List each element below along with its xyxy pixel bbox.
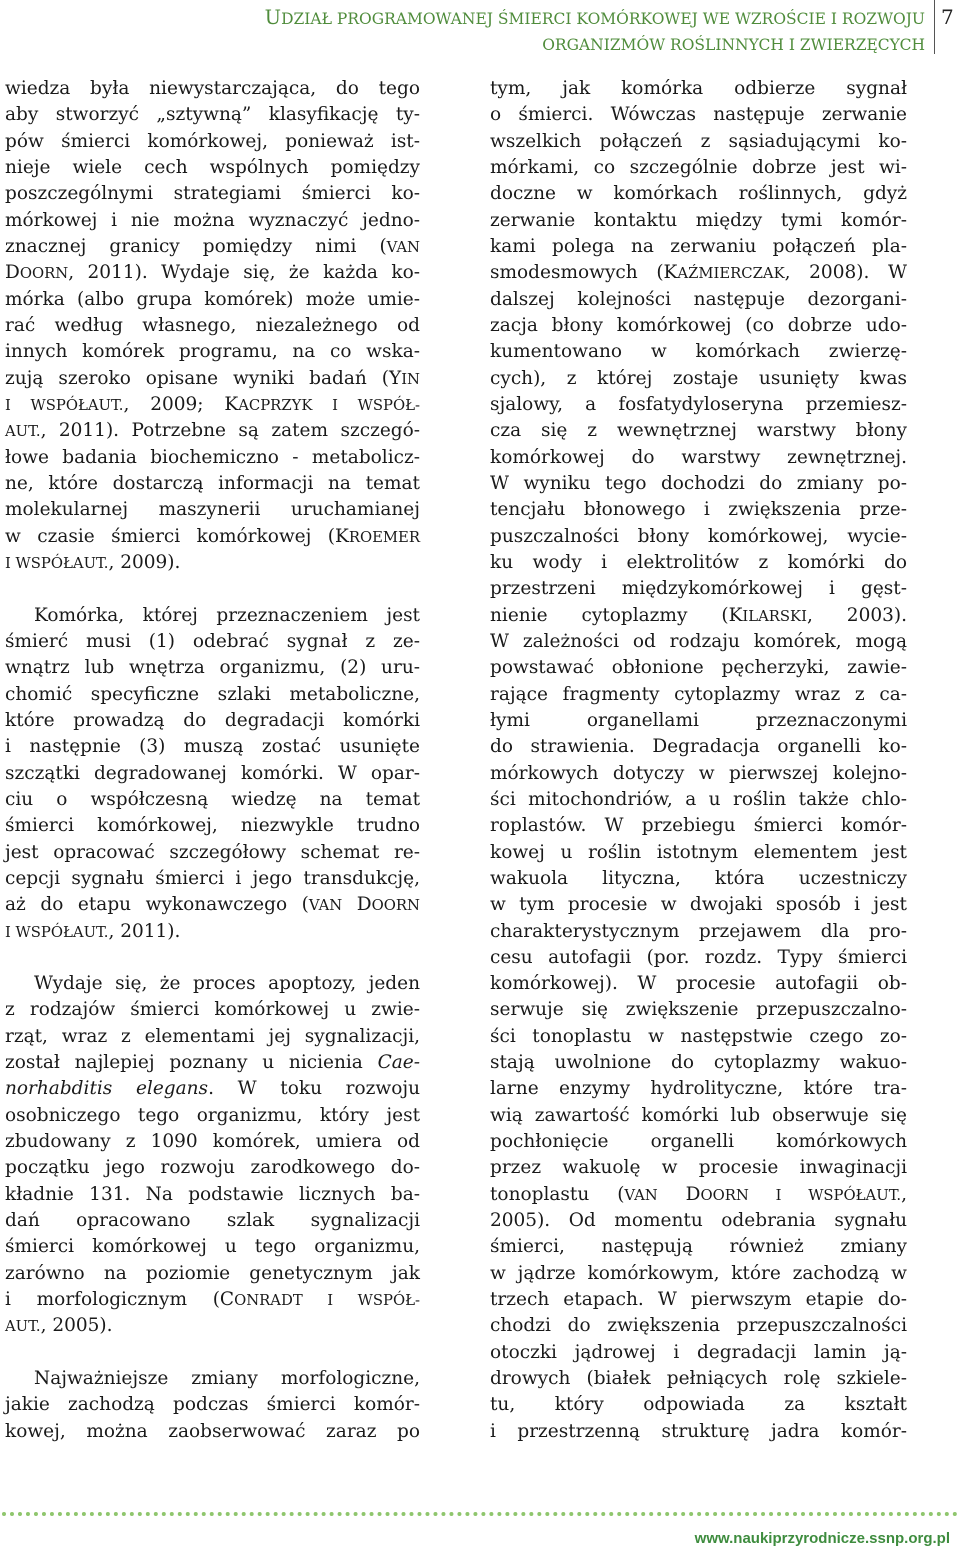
text-run: , 2005). — [40, 1315, 113, 1337]
text-line — [5, 1050, 420, 1076]
text-run: do strawienia. Degradacja organelli ko- — [490, 736, 907, 758]
text-line — [490, 813, 907, 839]
text-line — [490, 102, 907, 128]
text-line — [5, 1392, 420, 1418]
text-line — [490, 971, 907, 997]
text-line — [490, 497, 907, 523]
text-run: drowych (białek pełniących rolę szkiele- — [490, 1368, 907, 1390]
text-line — [5, 497, 420, 523]
text-run: D — [5, 262, 20, 284]
text-run: , 2011). Wydaje się, że każda ko- — [68, 262, 420, 284]
text-line — [490, 734, 907, 760]
text-run: o śmierci. Wówczas następuje zerwanie — [490, 104, 907, 126]
citation-small-caps: AUT. — [5, 1318, 41, 1336]
text-line — [5, 1024, 420, 1050]
text-line — [5, 971, 420, 997]
text-line — [490, 524, 907, 550]
citation-small-caps: ILARSKI — [742, 607, 807, 625]
text-run: zerwanie kontaktu między tymi komór- — [490, 209, 907, 231]
citation-small-caps: AUT. — [5, 423, 41, 441]
text-run: rać według własnego, niezależnego od — [5, 314, 420, 336]
text-line — [5, 708, 420, 734]
text-run: kami polega na zerwaniu połączeń pla- — [490, 235, 907, 257]
citation-small-caps: VAN — [624, 1186, 658, 1204]
text-line — [5, 919, 420, 945]
text-line — [490, 234, 907, 260]
text-line — [490, 682, 907, 708]
paragraph — [5, 603, 420, 945]
paragraph — [490, 76, 907, 1445]
citation-small-caps: OORN — [19, 265, 69, 283]
text-run: zacja błony komórkowej (co dobrze udo- — [490, 314, 907, 336]
text-run: które prowadzą do degradacji komórki — [5, 709, 420, 731]
text-line — [490, 418, 907, 444]
text-run: wszelkich połączeń z sąsiadującymi ko- — [490, 130, 907, 152]
text-line — [490, 787, 907, 813]
text-run: , — [901, 1183, 907, 1205]
text-run: w jądrze komórkowym, które zachodzą w — [490, 1262, 907, 1284]
text-line — [490, 997, 907, 1023]
text-line — [5, 1129, 420, 1155]
text-run: wiedza była niewystarczająca, do tego — [5, 78, 420, 99]
text-line — [490, 1024, 907, 1050]
text-line — [5, 208, 420, 234]
citation-small-caps: ROEMER — [348, 528, 420, 546]
text-run: tym, jak komórka odbierze sygnał — [490, 78, 907, 99]
text-run: osobniczego tego organizmu, który jest — [5, 1104, 420, 1126]
text-run: W wyniku tego dochodzi do zmiany po- — [490, 472, 907, 494]
text-run: ne, które dostarczą informacji na temat — [5, 472, 420, 494]
text-line — [490, 1392, 907, 1418]
text-line — [490, 576, 907, 602]
text-run: sjalowy, a fosfatydyloseryna przemiesz- — [490, 393, 907, 415]
text-line — [5, 787, 420, 813]
species-name-italic: norhabditis elegans — [5, 1078, 209, 1100]
page-number: 7 — [941, 5, 954, 29]
text-line — [5, 1103, 420, 1129]
text-run: wakuola lityczna, która uczestniczy — [490, 867, 907, 889]
text-run: chodzi do zwiększenia przepuszczalności — [490, 1315, 907, 1337]
text-run: zarówno na poziomie genetycznym jak — [5, 1262, 420, 1284]
text-line — [490, 1208, 907, 1234]
left-text-column — [5, 76, 420, 1445]
text-run: mórkowej i nie można wyznaczyć jedno- — [5, 209, 420, 231]
text-line — [490, 1366, 907, 1392]
text-run: cesu autofagii (por. rozdz. Typy śmierci — [490, 946, 907, 968]
text-run: nieje wiele cech wspólnych pomiędzy — [5, 156, 420, 178]
text-run: mórkami, co szczególnie dobrze jest wi- — [490, 156, 907, 178]
text-line — [5, 471, 420, 497]
text-line — [5, 840, 420, 866]
text-line — [5, 260, 420, 286]
text-line — [5, 866, 420, 892]
text-line — [490, 603, 907, 629]
citation-small-caps: I WSPÓŁAUT. — [5, 923, 109, 941]
text-line — [5, 129, 420, 155]
text-run: kładnie 131. Na podstawie licznych ba- — [5, 1183, 420, 1205]
citation-small-caps: VAN — [308, 897, 343, 915]
text-run: poszczególnymi strategiami śmierci ko- — [5, 183, 420, 205]
text-run: , 2011). Potrzebne są zatem szczegó- — [40, 420, 420, 442]
text-line — [5, 655, 420, 681]
text-run: , 2008). W — [784, 262, 907, 284]
text-run: W zależności od rodzaju komórek, mogą — [490, 630, 907, 652]
text-run: otoczki jądrowej i degradacji lamin ją- — [490, 1341, 907, 1363]
text-run: jakie zachodzą podczas śmierci komór- — [5, 1394, 420, 1416]
text-line — [5, 76, 420, 102]
text-run: stają uwolnione do cytoplazmy wakuo- — [490, 1052, 907, 1074]
text-run: molekularnej maszynerii uruchamianej — [5, 499, 420, 521]
text-run: przestrzeni międzykomórkowej i gęst- — [490, 578, 907, 600]
text-run: innych komórek programu, na co wska- — [5, 341, 420, 363]
citation-small-caps: VAN — [386, 238, 420, 256]
text-line — [5, 550, 420, 576]
text-line — [490, 287, 907, 313]
text-line — [490, 260, 907, 286]
text-line — [5, 1208, 420, 1234]
text-run: śmierci, następują również zmiany — [490, 1236, 907, 1258]
text-run: aby stworzyć „sztywną” klasyfikację ty- — [5, 104, 420, 126]
text-line — [5, 287, 420, 313]
text-run: znacznej granicy pomiędzy nimi ( — [5, 235, 387, 257]
text-run: powstawać obłonione pęcherzyki, zawie- — [490, 657, 907, 679]
text-run: Komórka, której przeznaczeniem jest — [34, 604, 420, 626]
text-line — [5, 892, 420, 918]
text-line — [5, 1287, 420, 1313]
text-run: i następnie (3) muszą zostać usunięte — [5, 736, 420, 758]
text-run: 2005). Od momentu odebrania sygnału — [490, 1210, 907, 1232]
text-run: początku jego rozwoju zarodkowego do- — [5, 1157, 420, 1179]
text-line — [5, 997, 420, 1023]
footer-dotted-rule — [2, 1512, 958, 1516]
text-line — [490, 1103, 907, 1129]
citation-small-caps: IN — [401, 370, 420, 388]
text-run: kowej, można zaobserwować zaraz po — [5, 1420, 420, 1442]
text-run: charakterystycznym przejawem dla pro- — [490, 920, 907, 942]
text-run: pów śmierci komórkowej, ponieważ ist- — [5, 130, 420, 152]
text-line — [5, 1366, 420, 1392]
text-line — [5, 313, 420, 339]
text-run: tonoplastu ( — [490, 1183, 625, 1205]
text-line — [490, 550, 907, 576]
text-line — [490, 445, 907, 471]
text-run: Najważniejsze zmiany morfologiczne, — [34, 1368, 420, 1390]
text-run: przez wakuolę w procesie inwaginacji — [490, 1157, 907, 1179]
text-run: kowej u roślin istotnym elementem jest — [490, 841, 907, 863]
text-line — [490, 919, 907, 945]
text-line — [5, 524, 420, 550]
text-run: roplastów. W przebiegu śmierci komór- — [490, 815, 907, 837]
text-run: tu, który odpowiada za kształt — [490, 1394, 907, 1416]
text-line — [5, 761, 420, 787]
text-run: mórkowych dotyczy w pierwszej kolejno- — [490, 762, 907, 784]
text-line — [5, 1261, 420, 1287]
text-run: nienie cytoplazmy (K — [490, 604, 743, 626]
text-run: ści mitochondriów, a u roślin także chlo- — [490, 788, 907, 810]
text-run: . W toku rozwoju — [208, 1078, 421, 1100]
text-line — [5, 445, 420, 471]
text-run: , 2003). — [806, 604, 907, 626]
text-run: i morfologicznym (C — [5, 1289, 235, 1311]
text-run: trzech etapach. W pierwszym etapie do- — [490, 1289, 907, 1311]
text-line — [490, 1155, 907, 1181]
text-run: z rodzajów śmierci komórkowej u zwie- — [5, 999, 420, 1021]
citation-small-caps: OORN — [371, 897, 421, 915]
text-run: został najlepiej poznany u nicienia — [5, 1052, 378, 1074]
text-run: serwuje się zwiększenie przepuszczalno- — [490, 999, 907, 1021]
header-divider — [934, 0, 935, 54]
text-line — [490, 945, 907, 971]
text-line — [5, 418, 420, 444]
text-line — [5, 366, 420, 392]
text-run: zują szeroko opisane wyniki badań (Y — [5, 367, 402, 389]
text-line — [490, 892, 907, 918]
running-header-title-line-2: ORGANIZMÓW ROŚLINNYCH I ZWIERZĘCYCH — [542, 36, 925, 54]
text-line — [5, 629, 420, 655]
text-line — [490, 1261, 907, 1287]
citation-small-caps: I WSPÓŁAUT. — [5, 554, 109, 572]
text-run: szczątki degradowanej komórki. W opar- — [5, 762, 420, 784]
text-line — [5, 155, 420, 181]
text-line — [5, 734, 420, 760]
text-run: dań opracowano szlak sygnalizacji — [5, 1210, 420, 1232]
text-line — [5, 181, 420, 207]
text-run: ciu o współczesną wiedzę na temat — [5, 788, 420, 810]
text-run: D — [342, 894, 372, 916]
text-run: cych), z której zostaje usunięty kwas — [490, 367, 907, 389]
text-run: Wydaje się, że proces apoptozy, jeden — [34, 973, 420, 995]
text-line — [490, 840, 907, 866]
citation-small-caps: AŹMIERCZAK — [677, 265, 785, 283]
text-line — [490, 155, 907, 181]
text-run: jest opracować szczegółowy schemat re- — [5, 841, 420, 863]
species-name-italic: Cae- — [377, 1052, 420, 1074]
text-run: doczne w komórkach roślinnych, gdyż — [490, 183, 907, 205]
text-run: puszczalności błony komórkowej, wycie- — [490, 525, 907, 547]
text-line — [490, 1129, 907, 1155]
text-line — [490, 313, 907, 339]
text-run: śmierci komórkowej, niezwykle trudno — [5, 815, 420, 837]
text-line — [490, 1419, 907, 1445]
text-line — [490, 708, 907, 734]
text-line — [5, 1313, 420, 1339]
text-line — [490, 1234, 907, 1260]
text-run: , 2011). — [108, 920, 181, 942]
text-line — [490, 866, 907, 892]
text-run: rające fragmenty cytoplazmy wraz z ca- — [490, 683, 907, 705]
citation-small-caps: ONRADT I WSPÓŁ- — [234, 1292, 420, 1310]
text-line — [490, 629, 907, 655]
text-run: śmierć musi (1) odebrać sygnał z ze- — [5, 630, 420, 652]
text-run: wią zawartość komórki lub obserwuje się — [490, 1104, 907, 1126]
text-run: , 2009). — [108, 551, 181, 573]
text-line — [5, 1419, 420, 1445]
footer-website-url: www.naukiprzyrodnicze.ssnp.org.pl — [694, 1530, 950, 1547]
text-line — [490, 1313, 907, 1339]
text-run: smodesmowych (K — [490, 262, 678, 284]
text-run: tencjału błonowego i zwiększenia prze- — [490, 499, 907, 521]
text-line — [5, 682, 420, 708]
text-run: w czasie śmierci komórkowej (K — [5, 525, 349, 547]
text-line — [5, 392, 420, 418]
text-run: zbudowany z 1090 komórek, umiera od — [5, 1131, 420, 1153]
text-line — [5, 1076, 420, 1102]
text-run: rząt, wraz z elementami jej sygnalizacji, — [5, 1025, 420, 1047]
paragraph — [5, 1366, 420, 1445]
text-run: chomić specyficzne szlaki metaboliczne, — [5, 683, 420, 705]
text-run: śmierci komórkowej u tego organizmu, — [5, 1236, 420, 1258]
text-run: komórkowej). W procesie autofagii ob- — [490, 973, 907, 995]
text-line — [5, 234, 420, 260]
text-run: kumentowano w komórkach zwierzę- — [490, 341, 907, 363]
citation-small-caps: ACPRZYK I WSPÓŁ- — [238, 396, 421, 414]
text-line — [490, 181, 907, 207]
text-run: wnątrz lub wnętrza organizmu, (2) uru- — [5, 657, 420, 679]
text-run: ku wody i elektrolitów z komórki do — [490, 551, 907, 573]
text-line — [5, 1155, 420, 1181]
text-line — [5, 102, 420, 128]
text-run: i przestrzenną strukturę jadra komór- — [490, 1420, 907, 1442]
text-line — [490, 339, 907, 365]
running-header-title-line-1: UDZIAŁ PROGRAMOWANEJ ŚMIERCI KOMÓRKOWEJ WE WZROŚCIE I ROZWOJU — [264, 6, 925, 29]
right-text-column — [490, 76, 907, 1445]
text-line — [5, 603, 420, 629]
text-run: łowe badania biochemiczno - metabolicz- — [5, 446, 420, 468]
text-line — [490, 392, 907, 418]
text-run: w tym procesie w dwojaki sposób i jest — [490, 894, 907, 916]
text-line — [490, 1076, 907, 1102]
text-line — [490, 366, 907, 392]
text-line — [490, 1340, 907, 1366]
paragraph — [5, 76, 420, 576]
text-run: łymi organellami przeznaczonymi — [490, 709, 907, 731]
text-line — [490, 1287, 907, 1313]
text-line — [490, 761, 907, 787]
text-run: cza się z wewnętrznej warstwy błony — [490, 420, 907, 442]
text-line — [490, 1182, 907, 1208]
text-line — [5, 339, 420, 365]
text-run: mórka (albo grupa komórek) może umie- — [5, 288, 420, 310]
text-run: cepcji sygnału śmierci i jego transdukcję, — [5, 867, 420, 889]
text-line — [5, 1182, 420, 1208]
text-line — [490, 1050, 907, 1076]
citation-small-caps: I WSPÓŁAUT. — [5, 396, 124, 414]
paragraph — [5, 971, 420, 1340]
text-run: komórkowej do warstwy zewnętrznej. — [490, 446, 907, 468]
text-run: , 2009; K — [123, 393, 239, 415]
text-run: ści tonoplastu w następstwie czego zo- — [490, 1025, 907, 1047]
text-line — [490, 471, 907, 497]
text-run: aż do etapu wykonawczego ( — [5, 894, 309, 916]
text-line — [490, 655, 907, 681]
text-run: pochłonięcie organelli komórkowych — [490, 1131, 907, 1153]
text-run: D — [657, 1183, 701, 1205]
text-line — [5, 813, 420, 839]
text-line — [490, 129, 907, 155]
text-line — [5, 1234, 420, 1260]
text-line — [490, 76, 907, 102]
citation-small-caps: OORN I WSPÓŁAUT. — [700, 1186, 902, 1204]
text-run: dalszej kolejności następuje dezorgani- — [490, 288, 907, 310]
text-run: larne enzymy hydrolityczne, które tra- — [490, 1078, 907, 1100]
text-line — [490, 208, 907, 234]
